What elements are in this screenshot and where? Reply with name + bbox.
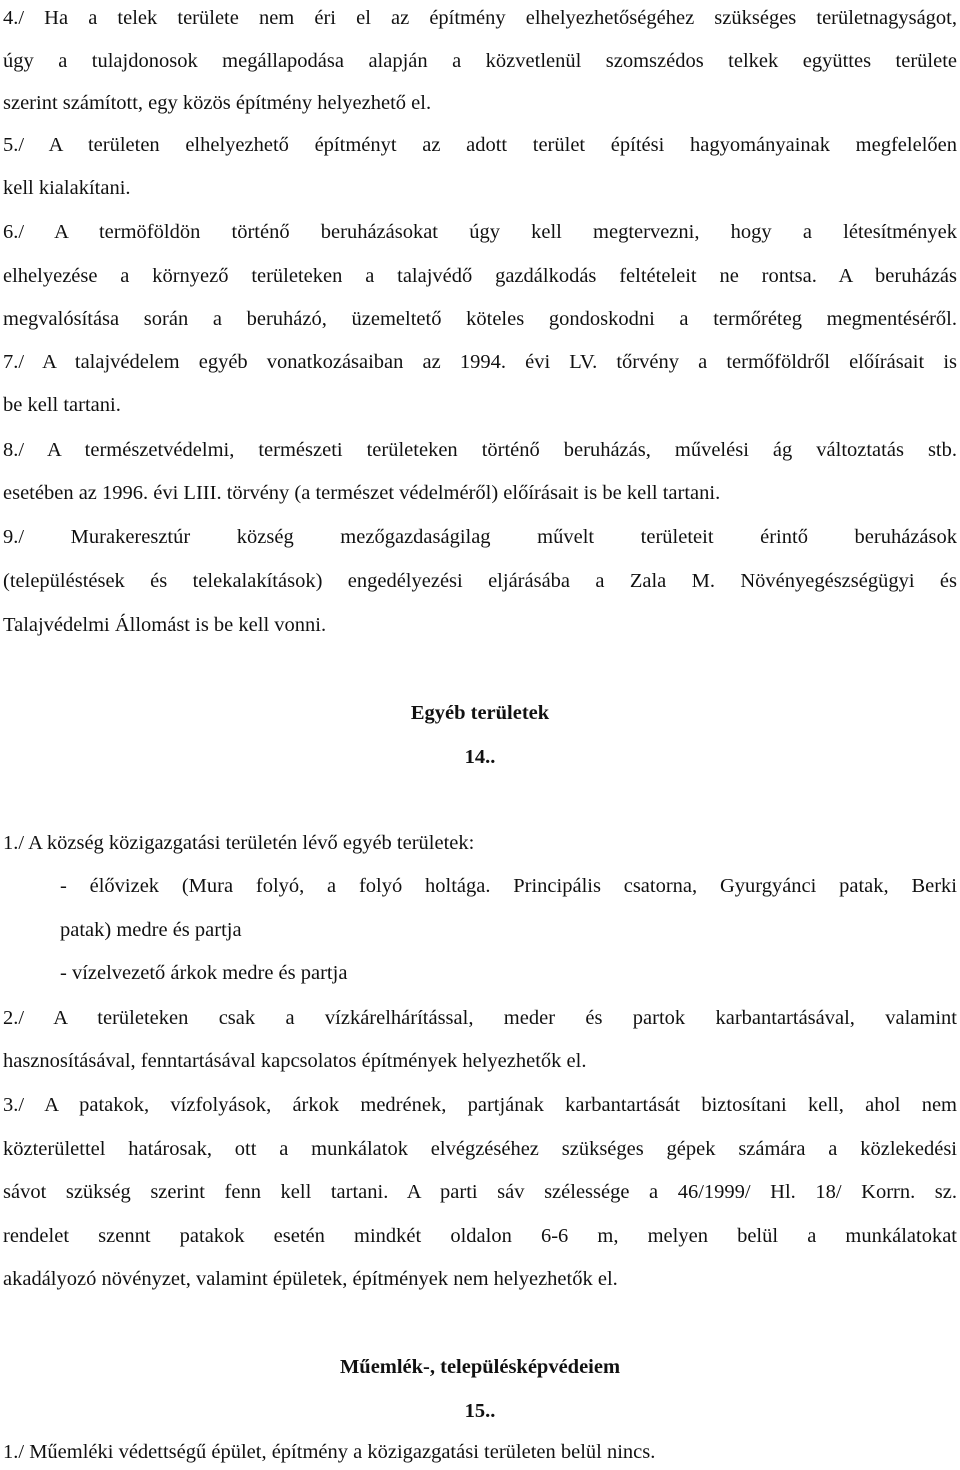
text-line: esetében az 1996. évi LIII. törvény (a természet védelméről) előírásait is be kell tartani. [3,482,721,504]
section-title: Műemlék-, településképvédeiem [339,1356,621,1378]
text-line: patak) medre és partja [60,919,242,941]
text-line: 5./ A területen elhelyezhető építményt az adott terület építési hagyományainak megfelelően [3,134,957,156]
text-line: 1./ Műemléki védettségű épület, építmény a közigazgatási területen belül nincs. [3,1441,656,1463]
text-line: 7./ A talajvédelem egyéb vonatkozásaiban az 1994. évi LV. tőrvény a termőföldről előírásait is [3,351,957,373]
text-line: kell kialakítani. [3,177,131,199]
text-line: - vízelvezető árkok medre és partja [60,962,348,984]
text-line: 3./ A patakok, vízfolyások, árkok medrének, partjának karbantartását biztosítani kell, ahol nem [3,1094,957,1116]
text-line: - élővizek (Mura folyó, a folyó holtága. Principális csatorna, Gyurgyánci patak, Berki [60,875,957,897]
text-line: hasznosításával, fenntartásával kapcsolatos építmények helyezhetők el. [3,1050,587,1072]
text-line: akadályozó növényzet, valamint épületek, építmények nem helyezhetők el. [3,1268,618,1290]
section-title: Egyéb területek [410,702,550,724]
text-line: 6./ A termöföldön történő beruházásokat úgy kell megtervezni, hogy a létesítmények [3,221,957,243]
text-line: Talajvédelmi Állomást is be kell vonni. [3,614,327,636]
text-line: elhelyezése a környező területeken a talajvédő gazdálkodás feltételeit ne rontsa. A beruházás [3,265,957,287]
text-line: úgy a tulajdonosok megállapodása alapján a közvetlenül szomszédos telkek együttes területe [3,50,957,72]
text-line: be kell tartani. [3,394,121,416]
text-line: sávot szükség szerint fenn kell tartani. A parti sáv szélessége a 46/1999/ Hl. 18/ Korrn. sz. [3,1181,957,1203]
section-number: 15.. [464,1400,496,1422]
text-line: 4./ Ha a telek területe nem éri el az építmény elhelyezhetőségéhez szükséges területnagyságot, [3,7,957,29]
text-line: 8./ A természetvédelmi, természeti területeken történő beruházás, művelési ág változtatás stb. [3,439,957,461]
text-line: megvalósítása során a beruházó, üzemeltető köteles gondoskodni a termőréteg megmentéséről. [3,308,957,330]
text-line: 1./ A község közigazgatási területén lévő egyéb területek: [3,832,475,854]
section-number: 14.. [464,746,496,768]
text-line: (településtések és telekalakítások) engedélyezési eljárásába a Zala M. Növényegészségügyi és [3,570,957,592]
text-line: 2./ A területeken csak a vízkárelhárítással, meder és partok karbantartásával, valamint [3,1007,957,1029]
text-line: szerint számított, egy közös építmény helyezhető el. [3,92,432,114]
text-line: közterülettel határosak, ott a munkálatok elvégzéséhez szükséges gépek számára a közlekedési [3,1138,957,1160]
text-line: 9./ Murakeresztúr község mezőgazdaságilag művelt területeit érintő beruházások [3,526,957,548]
text-line: rendelet szennt patakok esetén mindkét oldalon 6-6 m, melyen belül a munkálatokat [3,1225,957,1247]
